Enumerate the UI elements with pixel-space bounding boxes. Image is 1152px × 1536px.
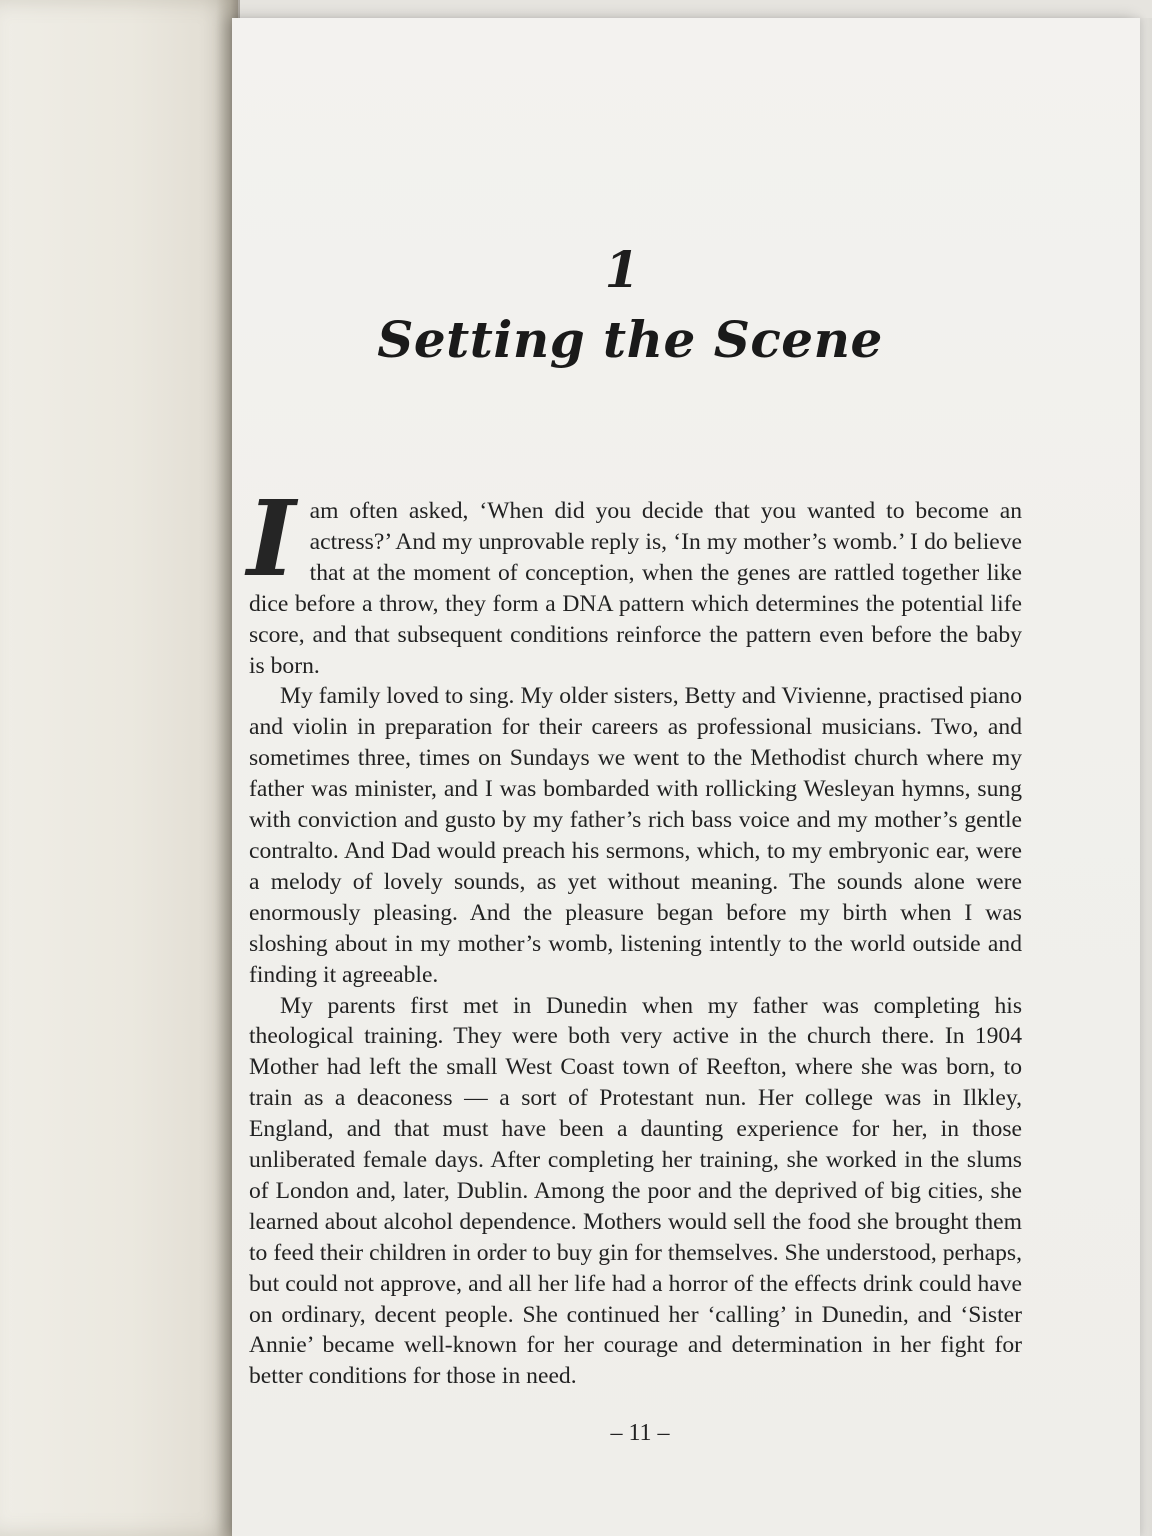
drop-cap: I [247,477,296,600]
chapter-number: 1 [604,240,640,299]
paragraph-3: My parents first met in Dunedin when my father was completing his theological training. They were both very active in the church there. In 1904 Mother had left the small West Coast town of Reefton, where she was born, to train as a deaconess — a sort of Protestant nun. Her college was in Ilkley, England, and that must have been a daunting experience for her, in those unliberated female days. After completing her training, she worked in the slums of London and, later, Dublin. Among the poor and the deprived of big cities, she learned about alcohol dependence. Mothers would sell the food she brought them to feed their children in order to buy gin for themselves. She understood, perhaps, but could not approve, and all her life had a horror of the effects drink could have on ordinary, decent people. She continued her ‘calling’ in Dunedin, and ‘Sister Annie’ became well-known for her courage and determination in her fight for better conditions for those in need. [249,992,1022,1390]
paragraph-2: My family loved to sing. My older sisters, Betty and Vivienne, practised piano and violin in preparation for their careers as professional musicians. Two, and sometimes three, times on Sundays we went to the Methodist church where my father was minister, and I was bombarded with rollicking Wesleyan hymns, sung with conviction and gusto by my father’s rich bass voice and my mother’s gentle contralto. And Dad would preach his sermons, which, to my embryonic ear, were a melody of lovely sounds, as yet without meaning. The sounds alone were enormously pleasing. And the pleasure began before my birth when I was sloshing about in my mother’s womb, listening intently to the world outside and finding it agreeable. [249,683,1022,988]
chapter-body [247,477,1022,1392]
paragraph-1 [247,477,1022,681]
paragraph-1-text: am often asked, ‘When did you decide that you wanted to become an actress?’ And my unprovable reply is, ‘In my mother’s womb.’ I do believe that at the moment of conception, when the genes are rattled together like dice before a throw, they form a DNA pattern which determines the potential life score, and that subsequent conditions reinforce the pattern even before the baby is born. [249,498,1022,679]
facing-page [0,0,238,1536]
page-number: – 11 – [610,1420,670,1446]
chapter-title: Setting the Scene [377,310,883,369]
